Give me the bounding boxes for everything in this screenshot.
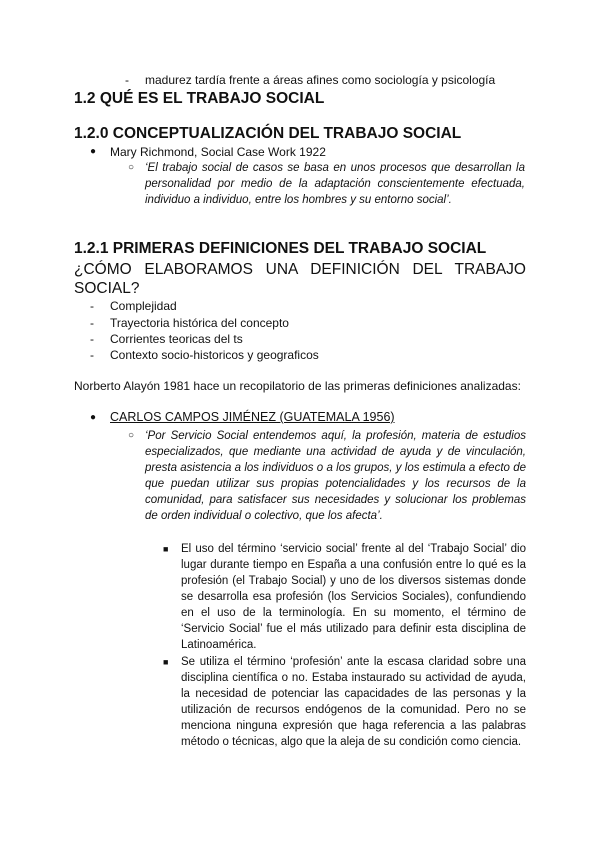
note-servicio-social: El uso del término ‘servicio social’ frente al del ‘Trabajo Social’ dio lugar durante tiempo en España a una confusión entre lo qué es la profesión (el Trabajo Social) y uno de los diversos sistemas donde se desarrolla esa profesión (los Servicios Sociales), confundiendo en el uso de la terminología. En su momento, el término de ‘Servicio Social’ fue el más utilizado para definir esta disciplina de Latinoamérica.: [181, 543, 526, 651]
richmond-bullet: Mary Richmond, Social Case Work 1922: [110, 145, 326, 159]
dash-marker: -: [90, 332, 94, 346]
author-heading: CARLOS CAMPOS JIMÉNEZ (GUATEMALA 1956): [110, 410, 395, 424]
intro-list-item: madurez tardía frente a áreas afines como sociología y psicología: [145, 73, 496, 87]
richmond-quote: ‘El trabajo social de casos se basa en unos procesos que desarrollan la personalidad por medio de la adaptación conscientemente efectuada, individuo a individuo, entre los hombres y su entorno social’.: [145, 162, 525, 206]
section-heading-1-2-1: 1.2.1 PRIMERAS DEFINICIONES DEL TRABAJO SOCIAL: [74, 240, 487, 257]
dash-marker: -: [90, 348, 94, 362]
circle-bullet-icon: ○: [128, 162, 135, 173]
factor-item: Complejidad: [110, 299, 177, 313]
square-bullet-icon: ■: [163, 544, 169, 554]
definition-question: ¿CÓMO ELABORAMOS UNA DEFINICIÓN DEL TRABAJO SOCIAL?: [74, 261, 526, 297]
circle-bullet-icon: ○: [128, 430, 135, 441]
section-heading-1-2: 1.2 QUÉ ES EL TRABAJO SOCIAL: [74, 90, 325, 107]
campos-quote: ‘Por Servicio Social entendemos aquí, la profesión, materia de estudios especializados, que mediante una actividad de ayuda y de vinculación, presta asistencia a los individuos o a los grupos, y los estimula a efecto de que puedan utilizar sus propias potencialidades y los recursos de la comunidad, para satisfacer sus necesidades y solucionar los problemas de orden individual o colectivo, que los afecta’.: [145, 430, 526, 522]
factor-item: Contexto socio-historicos y geograficos: [110, 348, 319, 362]
factor-item: Trayectoria histórica del concepto: [110, 316, 289, 330]
dash-marker: -: [125, 73, 129, 87]
factor-item: Corrientes teoricas del ts: [110, 332, 243, 346]
note-profesion: Se utiliza el término ‘profesión’ ante la escasa claridad sobre una disciplina científica o no. Estaba instaurado su actividad de ayuda, la necesidad de potenciar las capacidades de las personas y la utilización de recursos endógenos de la comunidad. Pero no se menciona ninguna expresión que haga referencia a las palabras método o técnicas, algo que la aleja de su condición como ciencia.: [181, 656, 526, 748]
square-bullet-icon: ■: [163, 657, 169, 667]
dash-marker: -: [90, 316, 94, 330]
bullet-icon: ●: [90, 146, 97, 157]
dash-marker: -: [90, 299, 94, 313]
bullet-icon: ●: [90, 412, 97, 423]
section-heading-1-2-0: 1.2.0 CONCEPTUALIZACIÓN DEL TRABAJO SOCIAL: [74, 125, 462, 142]
alayon-paragraph: Norberto Alayón 1981 hace un recopilatorio de las primeras definiciones analizadas:: [74, 379, 521, 393]
